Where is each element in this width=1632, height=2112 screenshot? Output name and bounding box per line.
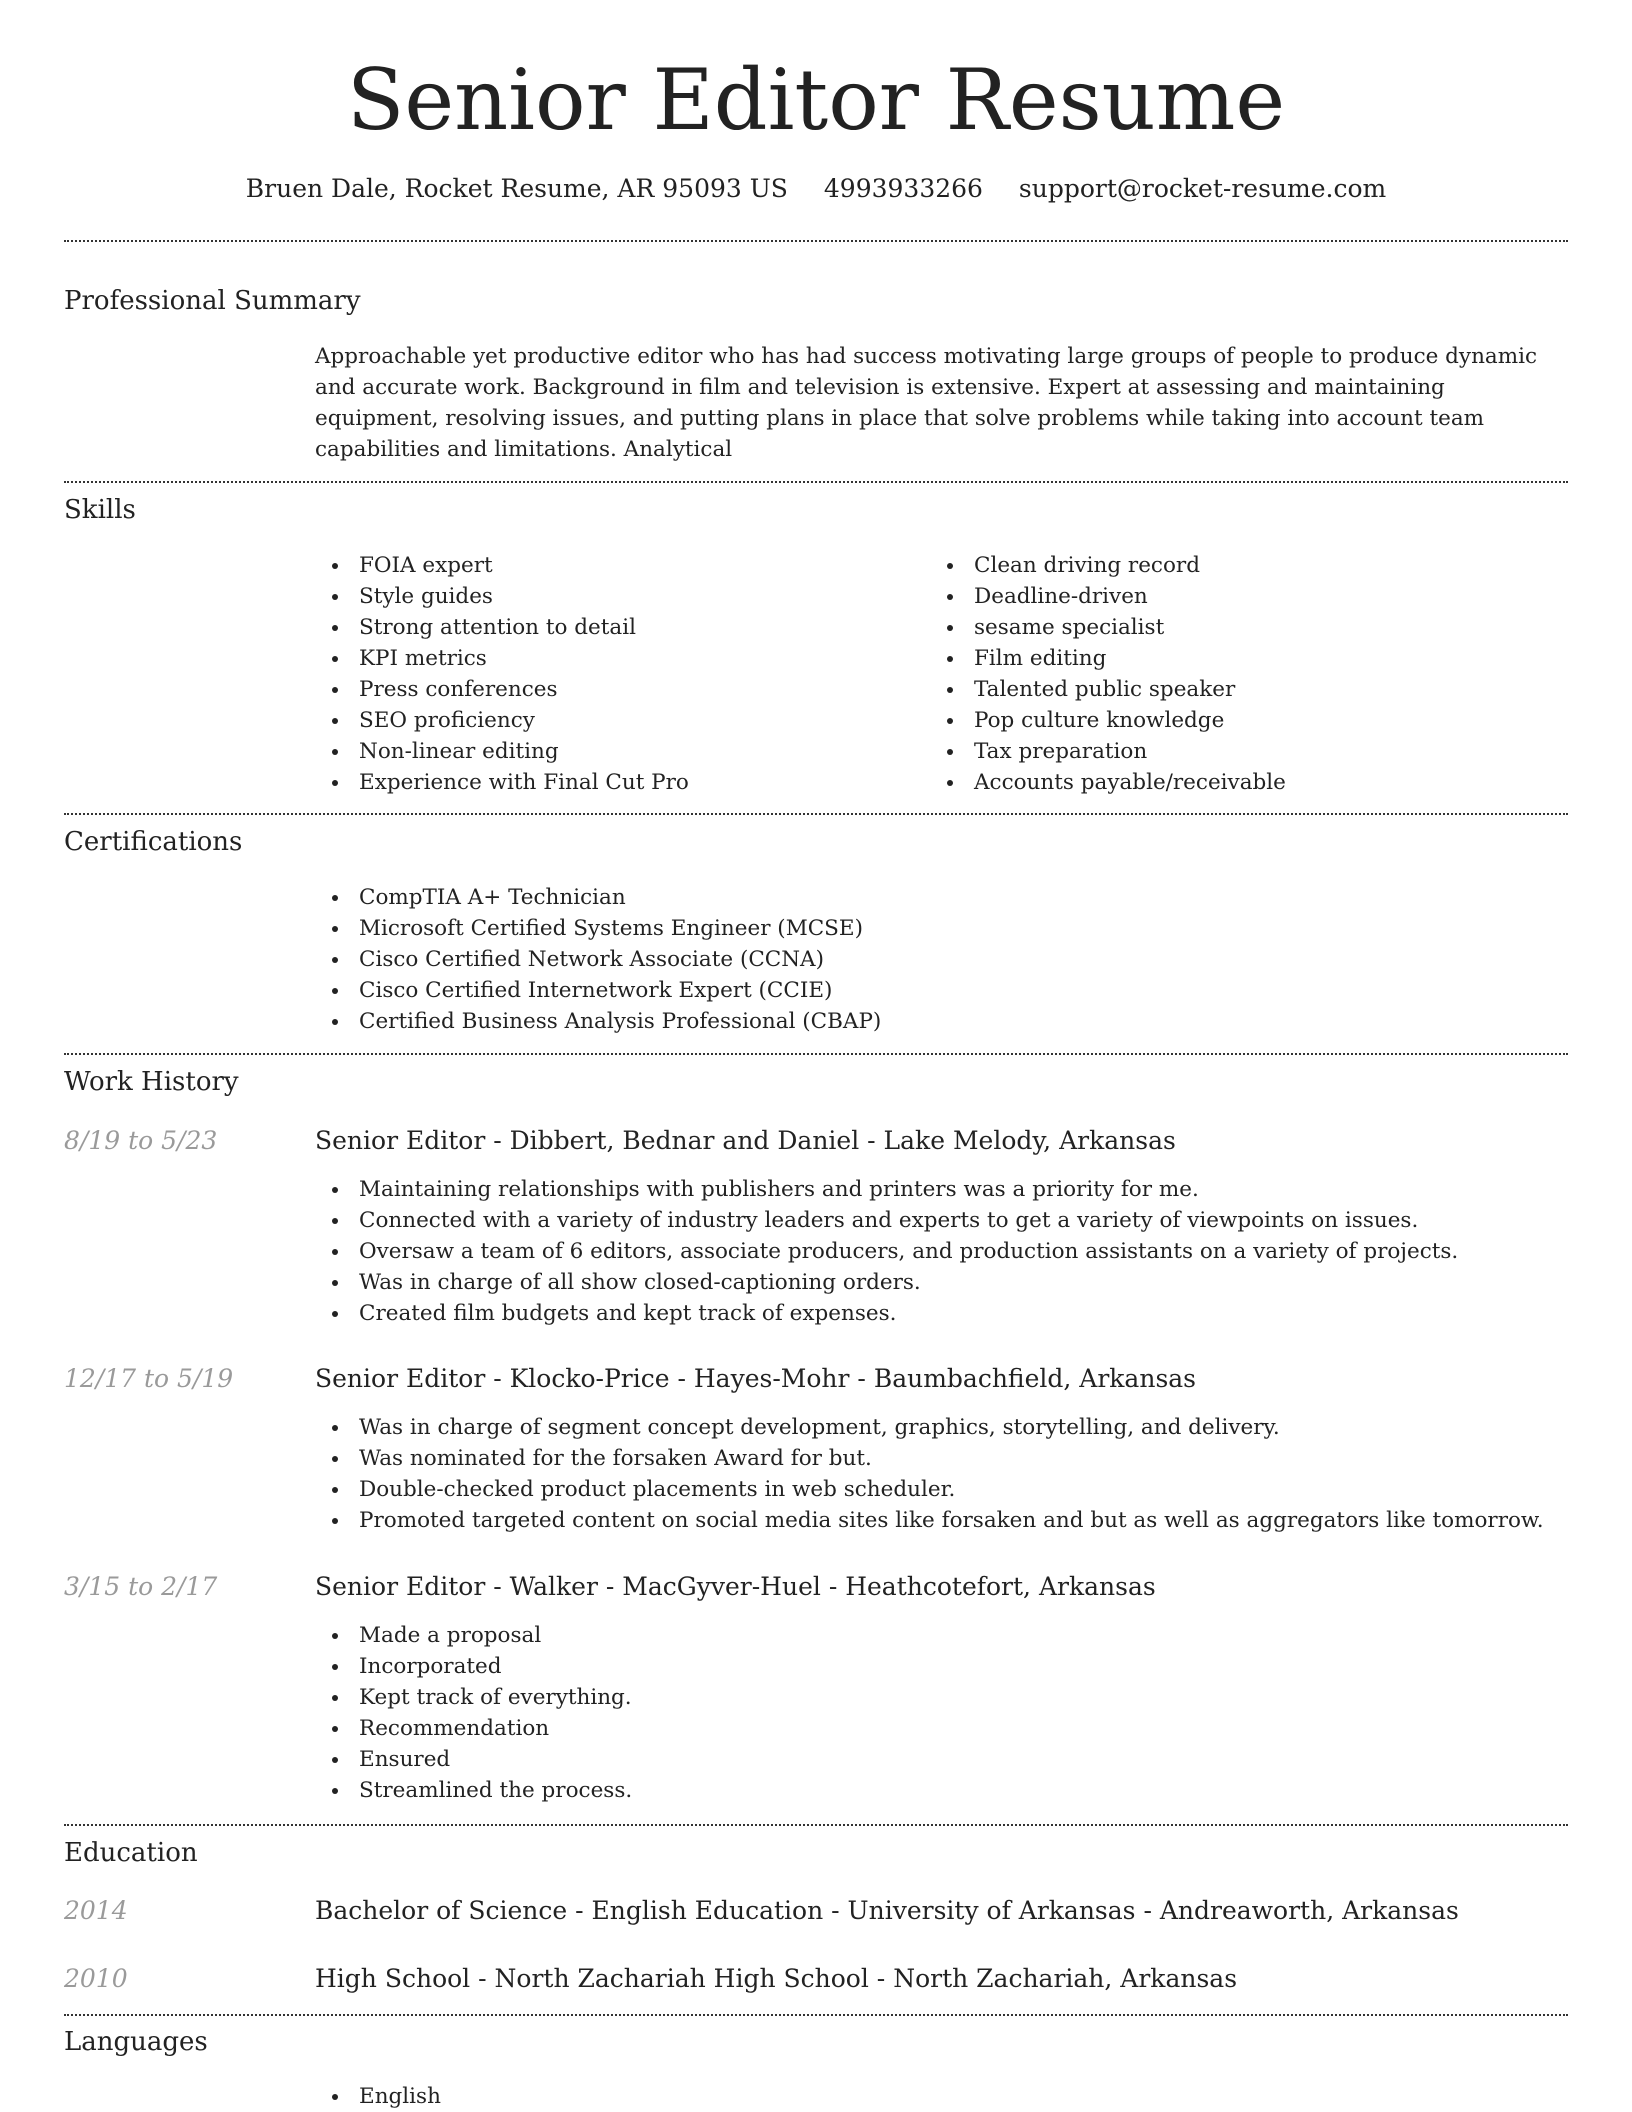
skill-item: Non-linear editing (315, 736, 689, 767)
contact-address: Bruen Dale, Rocket Resume, AR 95093 US (245, 174, 788, 203)
education-heading: Education (64, 1838, 198, 1868)
skill-item: Clean driving record (930, 550, 1286, 581)
job-bullet: Ensured (315, 1744, 632, 1775)
job-bullet: Streamlined the process. (315, 1775, 632, 1806)
skill-item: Deadline-driven (930, 581, 1286, 612)
job-bullets (315, 1412, 1544, 1536)
section-divider (64, 1824, 1568, 1826)
section-divider (64, 2014, 1568, 2016)
skill-item: Experience with Final Cut Pro (315, 767, 689, 798)
job-title: Senior Editor - Walker - MacGyver-Huel - Heathcotefort, Arkansas (315, 1572, 1156, 1601)
education-year: 2010 (64, 1964, 128, 1993)
section-divider (64, 1053, 1568, 1055)
contact-email: support@rocket-resume.com (1018, 174, 1387, 203)
contact-line (0, 170, 1632, 208)
skill-item: Strong attention to detail (315, 612, 689, 643)
skill-item: KPI metrics (315, 643, 689, 674)
education-school: - North Zachariah High School - North Zachariah, Arkansas (470, 1964, 1238, 1993)
education-school: - University of Arkansas - Andreaworth, Arkansas (823, 1896, 1459, 1925)
skills-list-right (930, 550, 1286, 798)
contact-phone: 4993933266 (823, 174, 983, 203)
job-dates: 12/17 to 5/19 (64, 1364, 234, 1393)
languages-list (315, 2081, 441, 2112)
certification-item: Certified Business Analysis Professional (CBAP) (315, 1006, 881, 1037)
job-bullet: Maintaining relationships with publishers and printers was a priority for me. (315, 1174, 1458, 1205)
education-degree: Bachelor of Science - English Education (315, 1896, 824, 1925)
section-divider (64, 240, 1568, 242)
education-degree: High School (315, 1964, 471, 1993)
job-bullet: Kept track of everything. (315, 1682, 632, 1713)
certification-item: Cisco Certified Internetwork Expert (CCIE) (315, 975, 881, 1006)
job-bullet: Was in charge of all show closed-captioning orders. (315, 1267, 1458, 1298)
summary-text: Approachable yet productive editor who has had success motivating large groups of people to produce dynamic and accurate work. Background in film and television is extensive. Expert at assessing and maintaining equipment, resolving issues, and putting plans in place that solve problems while taking into account team capabilities and limitations. Analytical (315, 344, 1538, 462)
job-bullet: Made a proposal (315, 1620, 632, 1651)
skill-item: Pop culture knowledge (930, 705, 1286, 736)
job-dates: 8/19 to 5/23 (64, 1126, 218, 1155)
certification-item: Cisco Certified Network Associate (CCNA) (315, 944, 881, 975)
job-bullet: Was in charge of segment concept development, graphics, storytelling, and delivery. (315, 1412, 1544, 1443)
skill-item: Film editing (930, 643, 1286, 674)
job-bullet: Promoted targeted content on social media sites like forsaken and but as well as aggregators like tomorrow. (315, 1505, 1544, 1536)
skills-list-left (315, 550, 689, 798)
skill-item: Style guides (315, 581, 689, 612)
job-title: Senior Editor - Dibbert, Bednar and Daniel - Lake Melody, Arkansas (315, 1126, 1176, 1155)
skill-item: Talented public speaker (930, 674, 1286, 705)
education-year: 2014 (64, 1896, 128, 1925)
skill-item: sesame specialist (930, 612, 1286, 643)
job-bullet: Oversaw a team of 6 editors, associate producers, and production assistants on a variety of projects. (315, 1236, 1458, 1267)
skill-item: Accounts payable/receivable (930, 767, 1286, 798)
education-entry (315, 1961, 1237, 1997)
job-title: Senior Editor - Klocko-Price - Hayes-Mohr - Baumbachfield, Arkansas (315, 1364, 1197, 1393)
certification-item: CompTIA A+ Technician (315, 882, 881, 913)
skill-item: FOIA expert (315, 550, 689, 581)
page-title: Senior Editor Resume (346, 51, 1286, 149)
skill-item: Press conferences (315, 674, 689, 705)
skill-item: Tax preparation (930, 736, 1286, 767)
languages-heading: Languages (64, 2027, 208, 2057)
certifications-list (315, 882, 881, 1037)
skills-heading: Skills (64, 495, 136, 525)
job-bullet: Connected with a variety of industry leaders and experts to get a variety of viewpoints on issues. (315, 1205, 1458, 1236)
certification-item: Microsoft Certified Systems Engineer (MCSE) (315, 913, 881, 944)
job-bullet: Recommendation (315, 1713, 632, 1744)
summary-heading: Professional Summary (64, 286, 361, 316)
language-item: English (315, 2081, 441, 2112)
job-bullet: Created film budgets and kept track of expenses. (315, 1298, 1458, 1329)
job-bullet: Incorporated (315, 1651, 632, 1682)
job-bullets (315, 1174, 1458, 1329)
job-dates: 3/15 to 2/17 (64, 1572, 218, 1601)
job-bullets (315, 1620, 632, 1806)
certifications-heading: Certifications (64, 827, 243, 857)
section-divider (64, 481, 1568, 483)
education-entry (315, 1893, 1459, 1929)
section-divider (64, 813, 1568, 815)
skill-item: SEO proficiency (315, 705, 689, 736)
job-bullet: Was nominated for the forsaken Award for but. (315, 1443, 1544, 1474)
job-bullet: Double-checked product placements in web scheduler. (315, 1474, 1544, 1505)
work-history-heading: Work History (64, 1067, 239, 1097)
